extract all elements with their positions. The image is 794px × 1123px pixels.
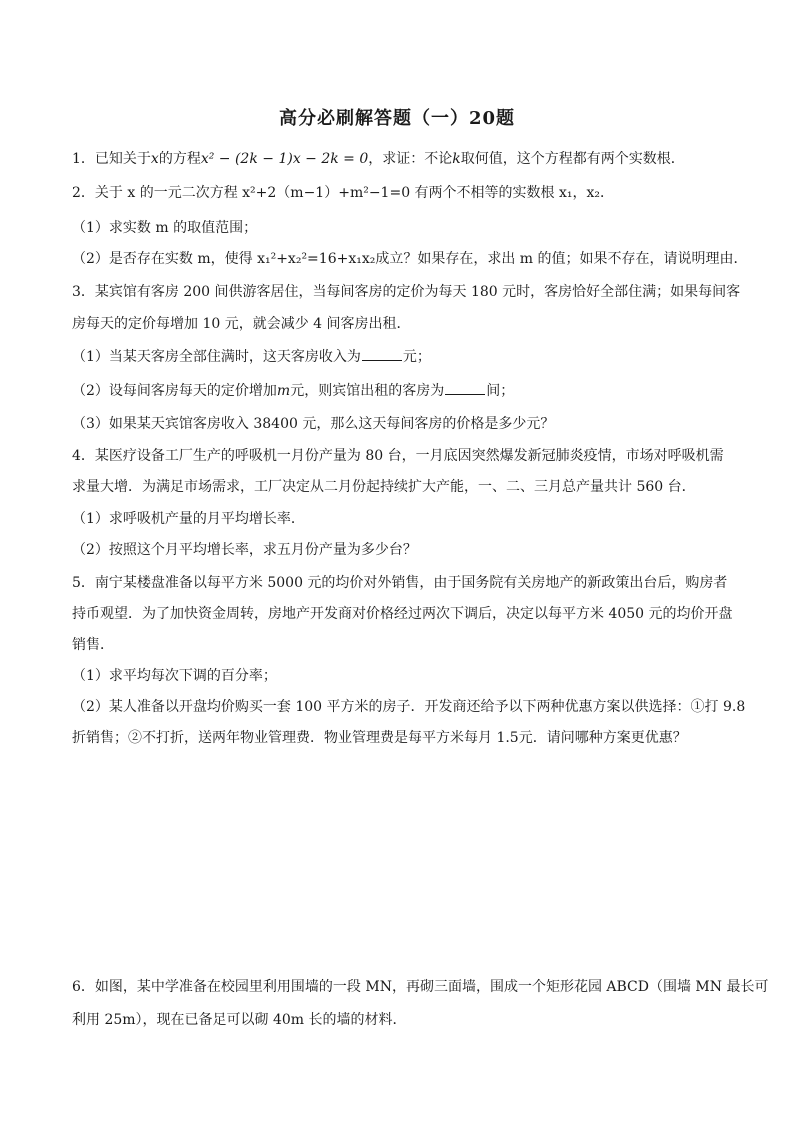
question-5-part-2-line-2: 折销售；②不打折，送两年物业管理费．物业管理费是每平方米每月 1.5元．请问哪种方案更优惠？ <box>72 730 687 746</box>
question-4-stem-line-2: 求量大增．为满足市场需求，工厂决定从二月份起持续扩大产能，一、二、三月总产量共计 560 台． <box>72 479 696 495</box>
question-3-part-3: （3）如果某天宾馆客房收入 38400 元，那么这天每间客房的价格是多少元？ <box>72 416 555 432</box>
q1-mid: 的方程 <box>158 151 201 167</box>
question-2-part-2: （2）是否存在实数 m，使得 x₁²+x₂²=16+x₁x₂成立？如果存在，求出 m 的值；如果不存在，请说明理由． <box>72 251 748 267</box>
question-2-stem: 2．关于 x 的一元二次方程 x²+2（m−1）+m²−1=0 有两个不相等的实数根 x₁，x₂． <box>72 185 615 201</box>
page-title: 高分必刷解答题（一）20题 <box>278 108 516 129</box>
question-3-stem-line-2: 房每天的定价每增加 10 元，就会减少 4 间客房出租． <box>72 316 411 332</box>
answer-blank <box>362 346 402 361</box>
q1-after-eq: ，求证：不论 <box>368 151 453 167</box>
question-6-stem-line-1: 6．如图，某中学准备在校园里利用围墙的一段 MN，再砌三面墙，围成一个矩形花园 ABCD（围墙 MN 最长可 <box>72 979 769 995</box>
answer-blank <box>445 380 485 395</box>
question-5-stem-line-1: 5．南宁某楼盘准备以每平方米 5000 元的均价对外销售，由于国务院有关房地产的新政策出台后，购房者 <box>72 575 728 591</box>
question-3-part-2 <box>72 380 732 401</box>
question-4-part-2: （2）按照这个月平均增长率，求五月份产量为多少台？ <box>72 542 417 558</box>
q1-equation: x² − (2k − 1)x − 2k = 0 <box>200 151 369 167</box>
q1-var-x: x <box>150 151 159 167</box>
q3-part1-text: （1）当某天客房全部住满时，这天客房收入为 <box>72 349 361 365</box>
question-6-stem-line-2: 利用 25m），现在已备足可以砌 40m 长的墙的材料． <box>72 1012 407 1028</box>
question-3-part-1 <box>72 346 732 367</box>
question-2-part-1: （1）求实数 m 的取值范围； <box>72 220 258 236</box>
question-1 <box>72 149 732 169</box>
question-5-part-2-line-1: （2）某人准备以开盘均价购买一套 100 平方米的房子．开发商还给予以下两种优惠方案以供选择：①打 9.8 <box>72 699 746 715</box>
question-3-stem-line-1: 3．某宾馆有客房 200 间供游客居住，当每间客房的定价为每天 180 元时，客房恰好全部住满；如果每间客 <box>72 284 741 300</box>
q1-prefix: 1．已知关于 <box>72 151 151 167</box>
q3-part2-unit: 间； <box>486 383 515 399</box>
q3-part2-text: （2）设每间客房每天的定价增加 <box>72 383 277 399</box>
question-5-stem-line-2: 持币观望．为了加快资金周转，房地产开发商对价格经过两次下调后，决定以每平方米 4050 元的均价开盘 <box>72 606 733 622</box>
question-4-part-1: （1）求呼吸机产量的月平均增长率． <box>72 511 305 527</box>
q3-part2-var: m <box>276 383 291 399</box>
q3-part2-text-2: 元，则宾馆出租的客房为 <box>290 383 445 399</box>
q1-var-k: k <box>452 151 461 167</box>
question-5-part-1: （1）求平均每次下调的百分率； <box>72 668 277 684</box>
q1-suffix: 取何值，这个方程都有两个实数根． <box>460 151 685 167</box>
q3-part1-unit: 元； <box>402 349 431 365</box>
question-4-stem-line-1: 4．某医疗设备工厂生产的呼吸机一月份产量为 80 台，一月底因突然爆发新冠肺炎疫情，市场对呼吸机需 <box>72 448 724 464</box>
question-5-stem-line-3: 销售． <box>72 637 114 653</box>
